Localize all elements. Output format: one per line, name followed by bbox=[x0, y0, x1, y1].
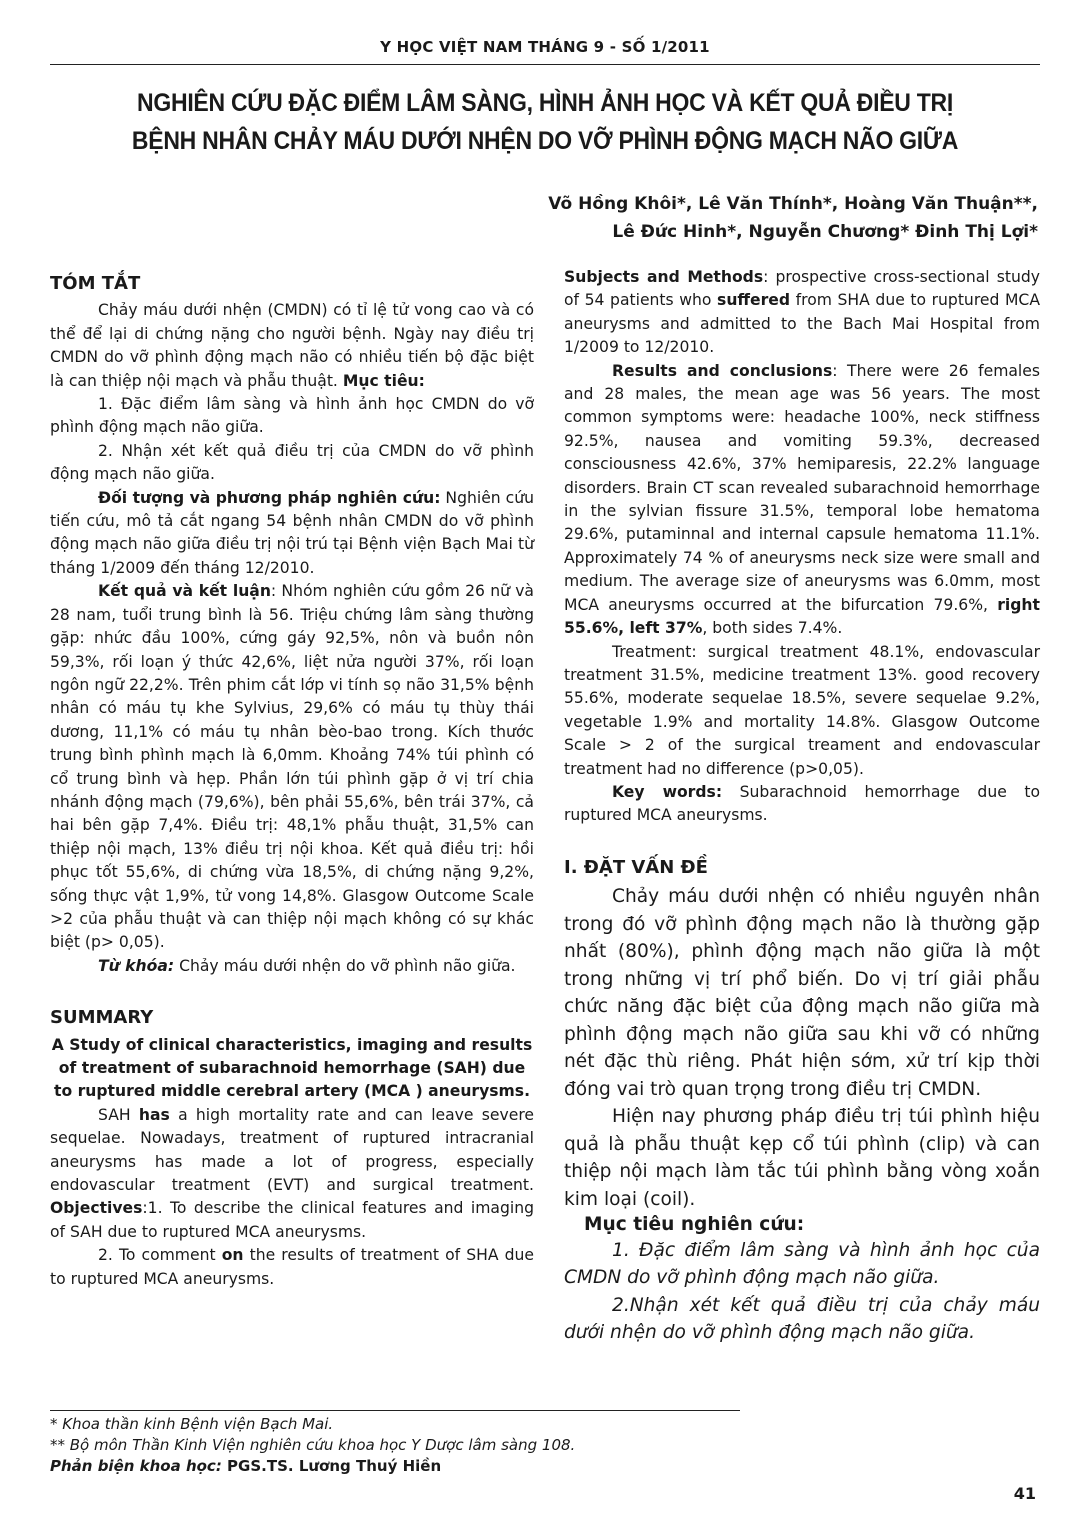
authors-line-1: Võ Hồng Khôi*, Lê Văn Thính*, Hoàng Văn Thuận**, bbox=[548, 194, 1038, 214]
summary-paragraph-2: 2. To comment on the results of treatment of SHA due to ruptured MCA aneurysms. bbox=[50, 1246, 535, 1288]
footnote-reviewer: Phản biện khoa học: PGS.TS. Lương Thuý Hiền bbox=[50, 1457, 442, 1475]
abstract-heading-vi: TÓM TẮT bbox=[50, 273, 141, 294]
intro-paragraph-2: Hiện nay phương pháp điều trị túi phình hiệu quả là phẫu thuật kẹp cổ túi phình (clip) và can thiệp nội mạch làm tắc túi phình bằng vòng xoắn kim loại (coil). bbox=[564, 1106, 1040, 1210]
intro-paragraph-1: Chảy máu dưới nhện có nhiều nguyên nhân trong đó vỡ phình động mạch não là thường gặp nhất (80%), phình động mạch não giữa là một trong những vị trí phổ biến. Do vị trí giải phẫu chức năng đặc biệt của động mạch não giữa mà phình động mạch não giữa sau khi vỡ có những nét đặc thù riêng. Phát hiện sớm, xử trí kịp thời đóng vai trò quan trọng trong điều trị CMDN. bbox=[564, 886, 1040, 1100]
summary-heading: SUMMARY bbox=[50, 1007, 154, 1029]
results-paragraph: Kết quả và kết luận: Nhóm nghiên cứu gồm 26 nữ và 28 nam, tuổi trung bình là 56. Triệu chứng lâm sàng thường gặp: nhức đầu 100%, cứng gáy 92,5%, nôn và buồn nôn 59,3%, rối loạn ý thức 42,6%, liệt nửa người 37%, rối loạn ngôn ngữ 22,2%. Trên phim cắt lớp vi tính sọ não 31,5% bệnh nhân có máu tụ khe Sylvius, 29,6% có máu tụ thùy thái dương, 11,1% có máu tụ nhân bèo-bao trong. Kích thước trung bình phình mạch là 6,0mm. Khoảng 74% túi phình có cổ trung bình và hẹp. Phần lớn túi phình gặp ở vị trí chia nhánh động mạch (79,6%), bên phải 55,6%, bên trái 37%, cả hai bên gặp 7,4%. Điều trị: 48,1% phẫu thuật, 31,5% can thiệp nội mạch, 13% điều trị nội khoa. Kết quả điều trị: hồi phục tốt 55,6%, di chứng vừa 18,5%, di chứng nặng 9,2%, sống thực vật 1,9%, tử vong 14,8%. Glasgow Outcome Scale >2 của phẫu thuật và can thiệp nội mạch không có sự khác biệt (p> 0,05). bbox=[50, 582, 534, 952]
summary-methods: Subjects and Methods: prospective cross-sectional study of 54 patients who suffered from SHA due to ruptured MCA aneurysms and admitted to the Bach Mai Hospital from 1/2009 to 12/2010. bbox=[564, 268, 1040, 357]
title-line-1: NGHIÊN CỨU ĐẶC ĐIỂM LÂM SÀNG, HÌNH ẢNH HỌC VÀ KẾT QUẢ ĐIỀU TRỊ bbox=[137, 89, 953, 117]
right-column bbox=[564, 266, 1040, 1347]
authors bbox=[338, 190, 1038, 246]
summary-paragraph-1: SAH has a high mortality rate and can leave severe sequelae. Nowadays, treatment of ruptured intracranial aneurysms has made a lot of progress, especially endovascular treatment (EVT) and surgical treatment. Objectives:1. To describe the clinical features and imaging of SAH due to ruptured MCA aneurysms. bbox=[50, 1105, 534, 1241]
keywords-vi: Từ khóa: Chảy máu dưới nhện do vỡ phình não giữa. bbox=[98, 956, 516, 975]
journal-header: Y HỌC VIỆT NAM THÁNG 9 - SỐ 1/2011 bbox=[380, 38, 710, 56]
summary-treatment: Treatment: surgical treatment 48.1%, endovascular treatment 31.5%, medicine treatment 13%. good recovery 55.6%, moderate sequelae 18.5%, severe sequelae 9.2%, vegetable 1.9% and mortality 14.8%. Glasgow Outcome Scale > 2 of the surgical treament and endovascular treatment had no difference (p>0,05). bbox=[564, 642, 1040, 778]
summary-title: A Study of clinical characteristics, imaging and results of treatment of subarachnoid hemorrhage (SAH) due to ruptured middle cerebral artery (MCA ) aneurysms. bbox=[51, 1035, 533, 1101]
keywords-en: Key words: Subarachnoid hemorrhage due to ruptured MCA aneurysms. bbox=[564, 782, 1040, 825]
footnote-2: ** Bộ môn Thần Kinh Viện nghiên cứu khoa học Y Dược lâm sàng 108. bbox=[50, 1436, 576, 1454]
objective-1: 1. Đặc điểm lâm sàng và hình ảnh học CMDN do vỡ phình động mạch não giữa. bbox=[50, 395, 534, 437]
abstract-paragraph: Chảy máu dưới nhện (CMDN) có tỉ lệ tử vong cao và có thể để lại di chứng nặng cho người bệnh. Ngày nay điều trị CMDN do vỡ phình động mạch não có nhiều tiến bộ đặc biệt là can thiệp nội mạch và phẫu thuật. Mục tiêu: bbox=[50, 301, 534, 390]
footnote-rule bbox=[50, 1410, 740, 1411]
footnotes bbox=[50, 1414, 850, 1477]
article-title bbox=[99, 84, 991, 160]
header-rule bbox=[50, 64, 1040, 65]
research-objective-1: 1. Đặc điểm lâm sàng và hình ảnh học của CMDN do vỡ phình động mạch não giữa. bbox=[564, 1239, 1040, 1289]
page-number: 41 bbox=[1013, 1484, 1036, 1503]
research-objective-2: 2.Nhận xét kết quả điều trị của chảy máu dưới nhện do vỡ phình động mạch não giữa. bbox=[564, 1294, 1040, 1344]
footnote-1: * Khoa thần kinh Bệnh viện Bạch Mai. bbox=[50, 1415, 334, 1433]
intro-heading: I. ĐẶT VẤN ĐỀ bbox=[564, 856, 708, 878]
methods-paragraph: Đối tượng và phương pháp nghiên cứu: Nghiên cứu tiến cứu, mô tả cắt ngang 54 bệnh nhân CMDN do vỡ phình động mạch não giữa điều trị nội trú tại Bệnh viện Bạch Mai từ tháng 1/2009 đến tháng 12/2010. bbox=[50, 488, 534, 577]
title-line-2: BỆNH NHÂN CHẢY MÁU DƯỚI NHỆN DO VỠ PHÌNH ĐỘNG MẠCH NÃO GIỮA bbox=[131, 127, 959, 155]
summary-results: Results and conclusions: There were 26 females and 28 males, the mean age was 56 years. The most common symptoms were: headache 100%, neck stiffness 92.5%, nausea and vomiting 59.3%, decreased consciousness 42.6%, 37% hemiparesis, 22.2% language disorders. Brain CT scan revealed subarachnoid hemorrhage in the sylvian fissure 31.5%, temporal lobe hematoma 29.6%, putaminnal and internal capsule hematoma 11.1%. Approximately 74 % of aneurysms neck size were small and medium. The average size of aneurysms was 6.0mm, most MCA aneurysms occurred at the bifurcation 79.6%, right 55.6%, left 37%, both sides 7.4%. bbox=[564, 361, 1040, 638]
authors-line-2: Lê Đức Hinh*, Nguyễn Chương* Đinh Thị Lợi* bbox=[612, 222, 1038, 242]
research-objectives-heading: Mục tiêu nghiên cứu: bbox=[584, 1214, 805, 1236]
objective-2: 2. Nhận xét kết quả điều trị của CMDN do vỡ phình động mạch não giữa. bbox=[50, 441, 534, 484]
left-column bbox=[50, 266, 534, 1291]
